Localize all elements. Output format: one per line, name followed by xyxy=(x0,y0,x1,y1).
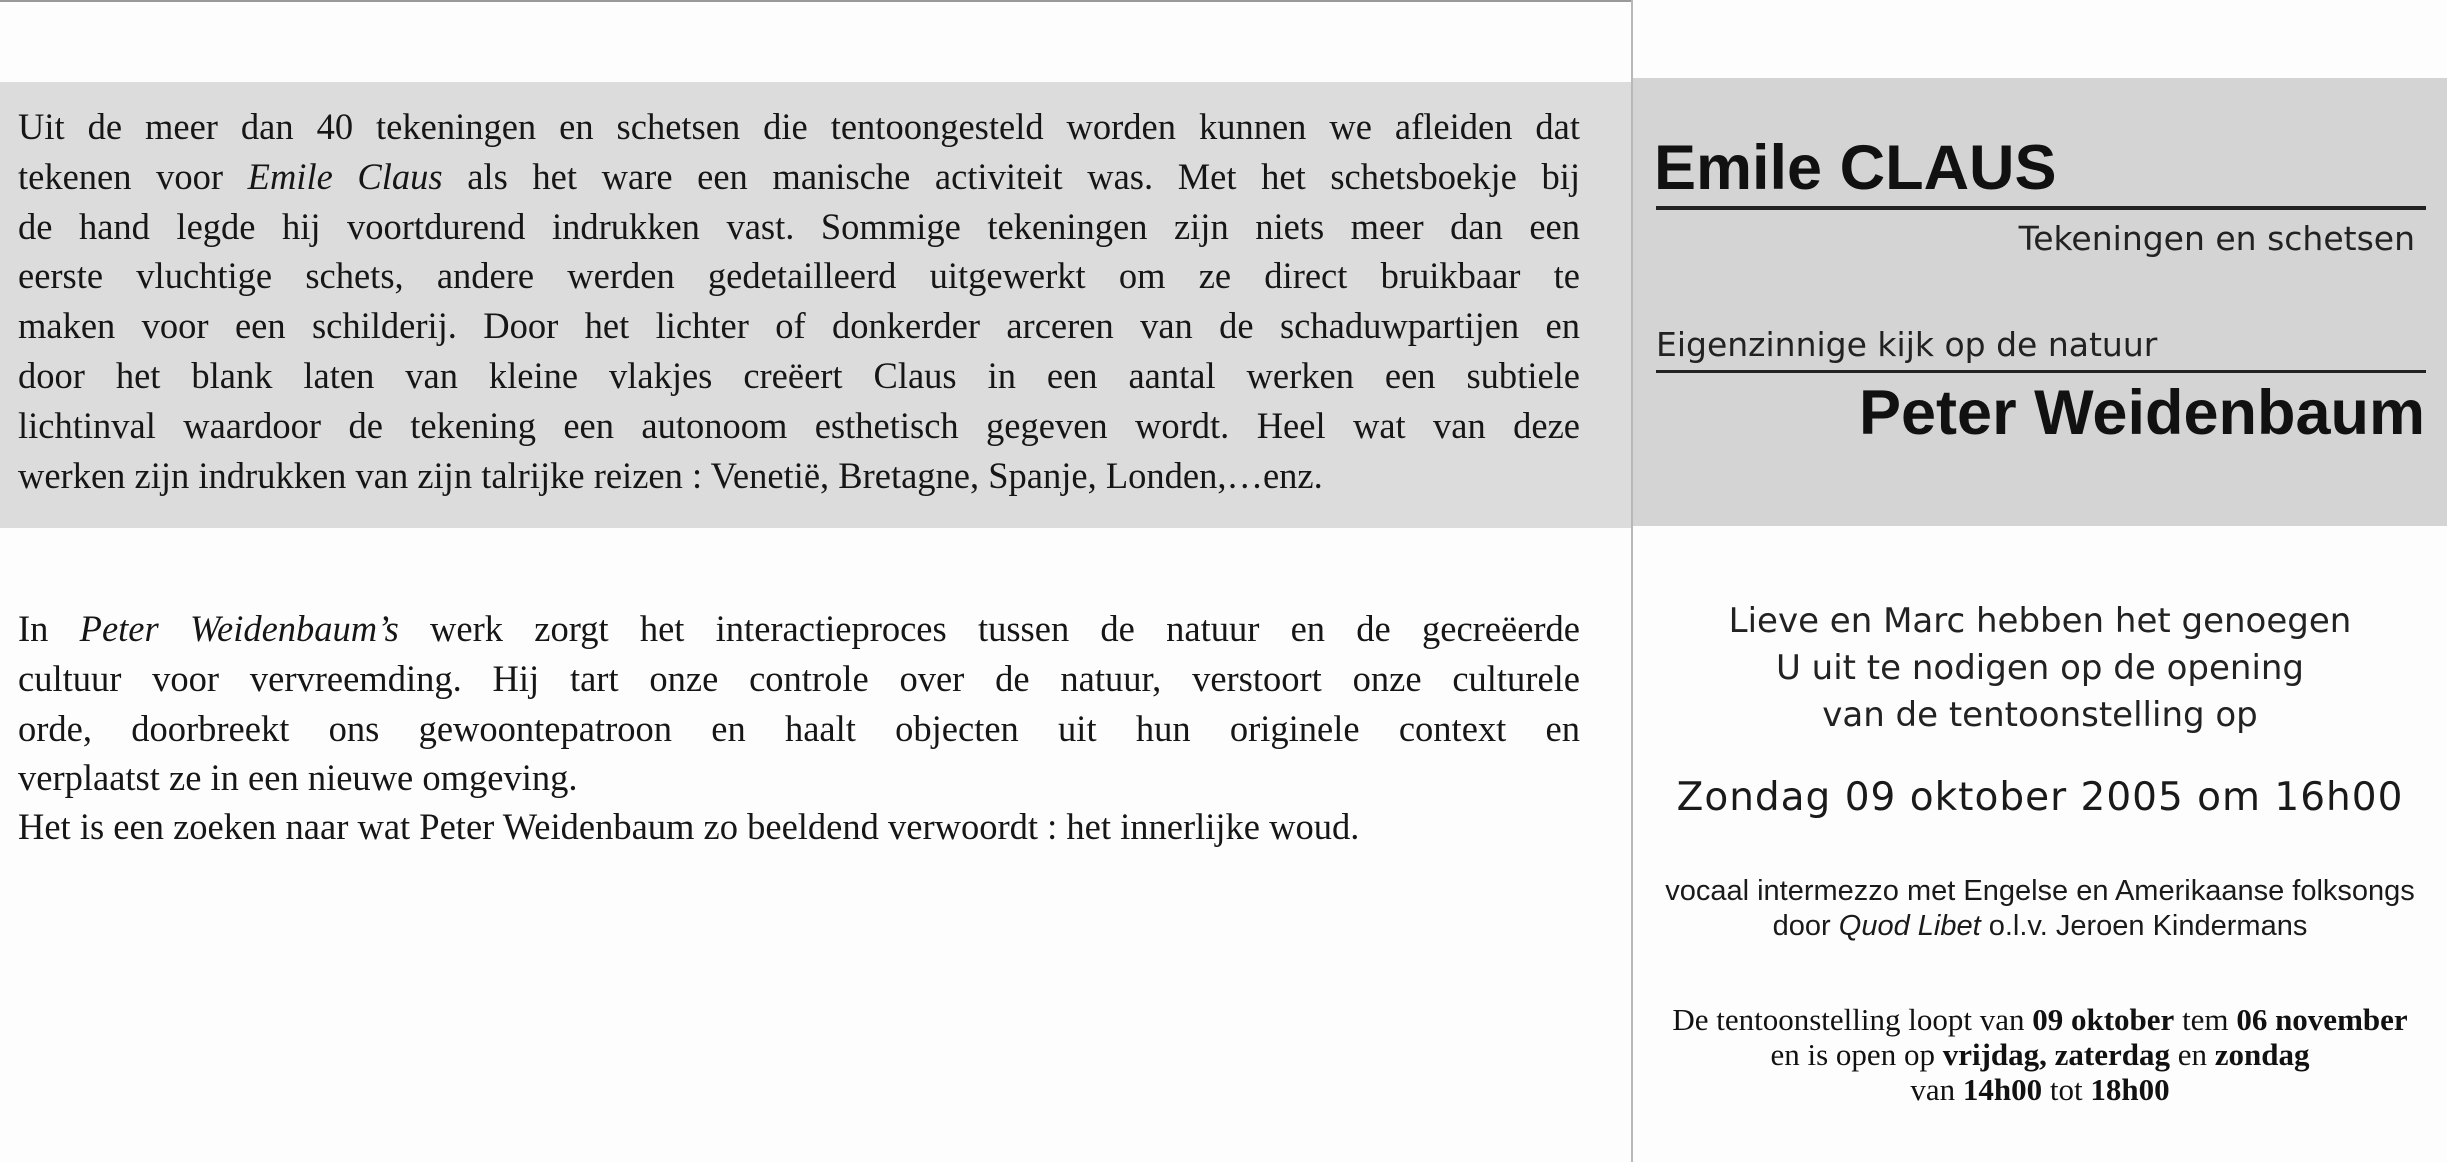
period-line: van 14h00 tot 18h00 xyxy=(1910,1072,2170,1107)
invitation-text xyxy=(1633,598,2447,739)
text-line: werken zijn indrukken van zijn talrijke reizen : Venetië, Bretagne, Spanje, Londen,…enz. xyxy=(18,454,1323,496)
text-line: door het blank laten van kleine vlakjes creëert Claus in een aantal werken een subtiele xyxy=(18,354,1580,396)
title-peter-weidenbaum: Peter Weidenbaum xyxy=(1859,378,2425,448)
text-line: orde, doorbreekt ons gewoontepatroon en haalt objecten uit hun originele context en xyxy=(18,707,1580,749)
title-rule xyxy=(1656,206,2426,210)
paragraph-inner-forest: Het is een zoeken naar wat Peter Weidenbaum zo beeldend verwoordt : het innerlijke woud. xyxy=(18,806,1360,847)
text-line: Uit de meer dan 40 tekeningen en schetsen die tentoongesteld worden kunnen we afleiden dat xyxy=(18,106,1580,147)
period-line: en is open op vrijdag, zaterdag en zondag xyxy=(1770,1037,2310,1072)
period-line: De tentoonstelling loopt van 09 oktober tem 06 november xyxy=(1672,1002,2408,1037)
opening-date: Zondag 09 oktober 2005 om 16h00 xyxy=(1676,775,2404,820)
text-line: verplaatst ze in een nieuwe omgeving. xyxy=(18,757,578,799)
text-line: de hand legde hij voortdurend indrukken vast. Sommige tekeningen zijn niets meer dan een xyxy=(18,205,1580,247)
text-line: In Peter Weidenbaum’s werk zorgt het interactieproces tussen de natuur en de gecreëerde xyxy=(18,608,1581,649)
subtitle-drawings: Tekeningen en schetsen xyxy=(2018,219,2415,258)
vocal-intermezzo xyxy=(1633,874,2447,944)
top-edge-line xyxy=(0,0,1632,2)
title-emile-claus: Emile CLAUS xyxy=(1654,133,2057,203)
vocal-line: vocaal intermezzo met Engelse en Amerikaanse folksongs xyxy=(1665,875,2415,907)
invitation-line: Lieve en Marc hebben het genoegen xyxy=(1728,601,2352,641)
artist-name-emphasis: Emile Claus xyxy=(247,155,443,197)
invitation-line: U uit te nodigen op de opening xyxy=(1775,648,2305,688)
invitation-line: van de tentoonstelling op xyxy=(1822,695,2258,735)
paragraph-peter-weidenbaum xyxy=(18,604,1580,803)
text-line: eerste vluchtige schets, andere werden gedetailleerd uitgewerkt om ze direct bruikbaar te xyxy=(18,255,1580,297)
text-line: lichtinval waardoor de tekening een autonoom esthetisch gegeven wordt. Heel wat van deze xyxy=(18,404,1580,446)
exhibition-period xyxy=(1633,1002,2447,1107)
text-line: maken voor een schilderij. Door het lichter of donkerder arceren van de schaduwpartijen en xyxy=(18,305,1580,347)
text-line: cultuur voor vervreemding. Hij tart onze controle over de natuur, verstoort onze culturele xyxy=(18,657,1580,699)
ensemble-name: Quod Libet xyxy=(1838,910,1981,942)
subtitle-nature: Eigenzinnige kijk op de natuur xyxy=(1656,325,2158,364)
paragraph-emile-claus xyxy=(18,102,1580,500)
vocal-line: door Quod Libet o.l.v. Jeroen Kindermans xyxy=(1772,910,2308,942)
text-line: tekenen voor Emile Claus als het ware een manische activiteit was. Met het schetsboekje bij xyxy=(18,155,1580,197)
card-fold-line xyxy=(1631,0,1633,1162)
artist-name-emphasis: Peter Weidenbaum’s xyxy=(79,608,399,649)
